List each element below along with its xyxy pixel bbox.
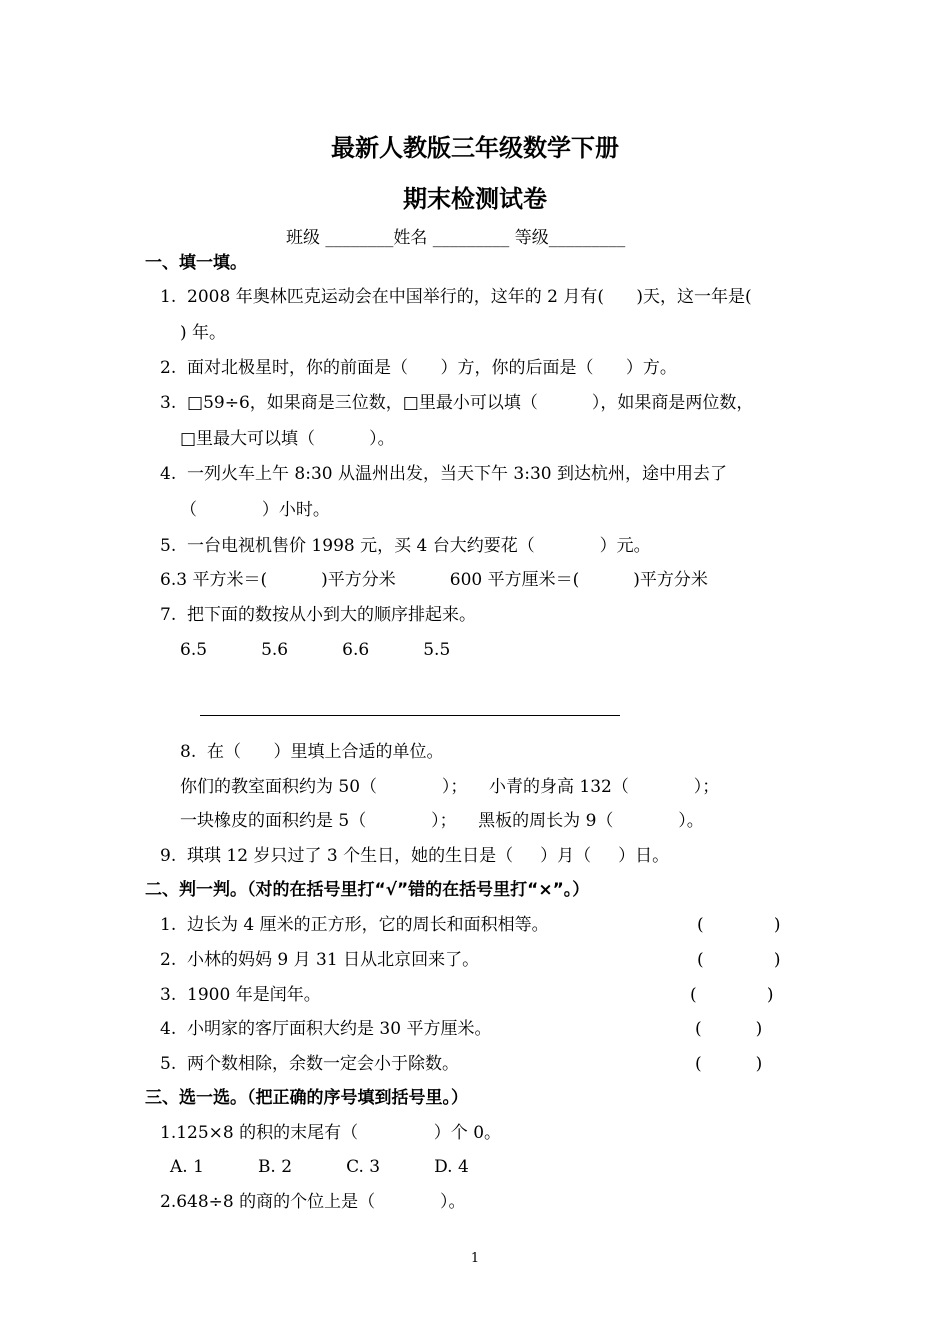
judge-item-text: 4. 小明家的客厅面积大约是 30 平方厘米。	[160, 1019, 492, 1039]
choice-question-2: 2.648÷8 的商的个位上是（ ）。	[160, 1192, 466, 1212]
exam-title-line2: 期末检测试卷	[403, 185, 547, 213]
question-8: 8. 在（ ）里填上合适的单位。	[180, 742, 444, 762]
question-7-numbers: 6.5 5.6 6.6 5.5	[180, 640, 451, 660]
question-3-line1: 3. □59÷6，如果商是三位数，□里最小可以填（ ），如果商是两位数，	[160, 393, 754, 413]
judge-item-text: 2. 小林的妈妈 9 月 31 日从北京回来了。	[160, 950, 480, 970]
judge-item-text: 5. 两个数相除，余数一定会小于除数。	[160, 1054, 460, 1074]
question-4-line1: 4. 一列火车上午 8:30 从温州出发，当天下午 3:30 到达杭州，途中用去了	[160, 464, 727, 484]
choice-question-1-options: A. 1 B. 2 C. 3 D. 4	[170, 1157, 469, 1177]
exam-title-line1: 最新人教版三年级数学下册	[331, 134, 619, 162]
judge-item-text: 3. 1900 年是闰年。	[160, 985, 321, 1005]
question-7: 7. 把下面的数按从小到大的顺序排起来。	[160, 605, 477, 625]
question-8-line2: 一块橡皮的面积约是 5（ ）； 黑板的周长为 9（ ）。	[180, 811, 704, 831]
student-info-line: 班级 ________姓名 _________ 等级_________	[286, 228, 626, 248]
question-6: 6.3 平方米＝( )平方分米 600 平方厘米＝( )平方分米	[160, 570, 708, 590]
section2-heading: 二、判一判。（对的在括号里打“√”错的在括号里打“×”。）	[145, 880, 590, 900]
question-1-line2: ) 年。	[180, 323, 227, 343]
section1-heading: 一、填一填。	[145, 253, 247, 273]
question-8-line1: 你们的教室面积约为 50（ ）； 小青的身高 132（ ）；	[180, 777, 720, 797]
judge-item-text: 1. 边长为 4 厘米的正方形，它的周长和面积相等。	[160, 915, 549, 935]
section3-heading: 三、选一选。（把正确的序号填到括号里。）	[145, 1088, 468, 1108]
judge-item-paren: ( )	[690, 985, 774, 1005]
question-5: 5. 一台电视机售价 1998 元，买 4 台大约要花（ ）元。	[160, 536, 651, 556]
answer-line	[200, 715, 620, 716]
judge-item-paren: ( )	[695, 1054, 763, 1074]
page-number: 1	[470, 1251, 480, 1266]
choice-question-1: 1.125×8 的积的末尾有（ ）个 0。	[160, 1123, 502, 1143]
question-3-line2: □里最大可以填（ ）。	[180, 429, 395, 449]
judge-item-paren: ( )	[697, 915, 781, 935]
judge-item-paren: ( )	[697, 950, 781, 970]
question-9: 9. 琪琪 12 岁只过了 3 个生日，她的生日是（ ）月（ ）日。	[160, 846, 670, 866]
question-1-line1: 1. 2008 年奥林匹克运动会在中国举行的，这年的 2 月有( )天，这一年是(	[160, 287, 752, 307]
question-4-line2: （ ）小时。	[180, 500, 330, 520]
question-2: 2. 面对北极星时，你的前面是（ ）方，你的后面是（ ）方。	[160, 358, 677, 378]
judge-item-paren: ( )	[695, 1019, 763, 1039]
